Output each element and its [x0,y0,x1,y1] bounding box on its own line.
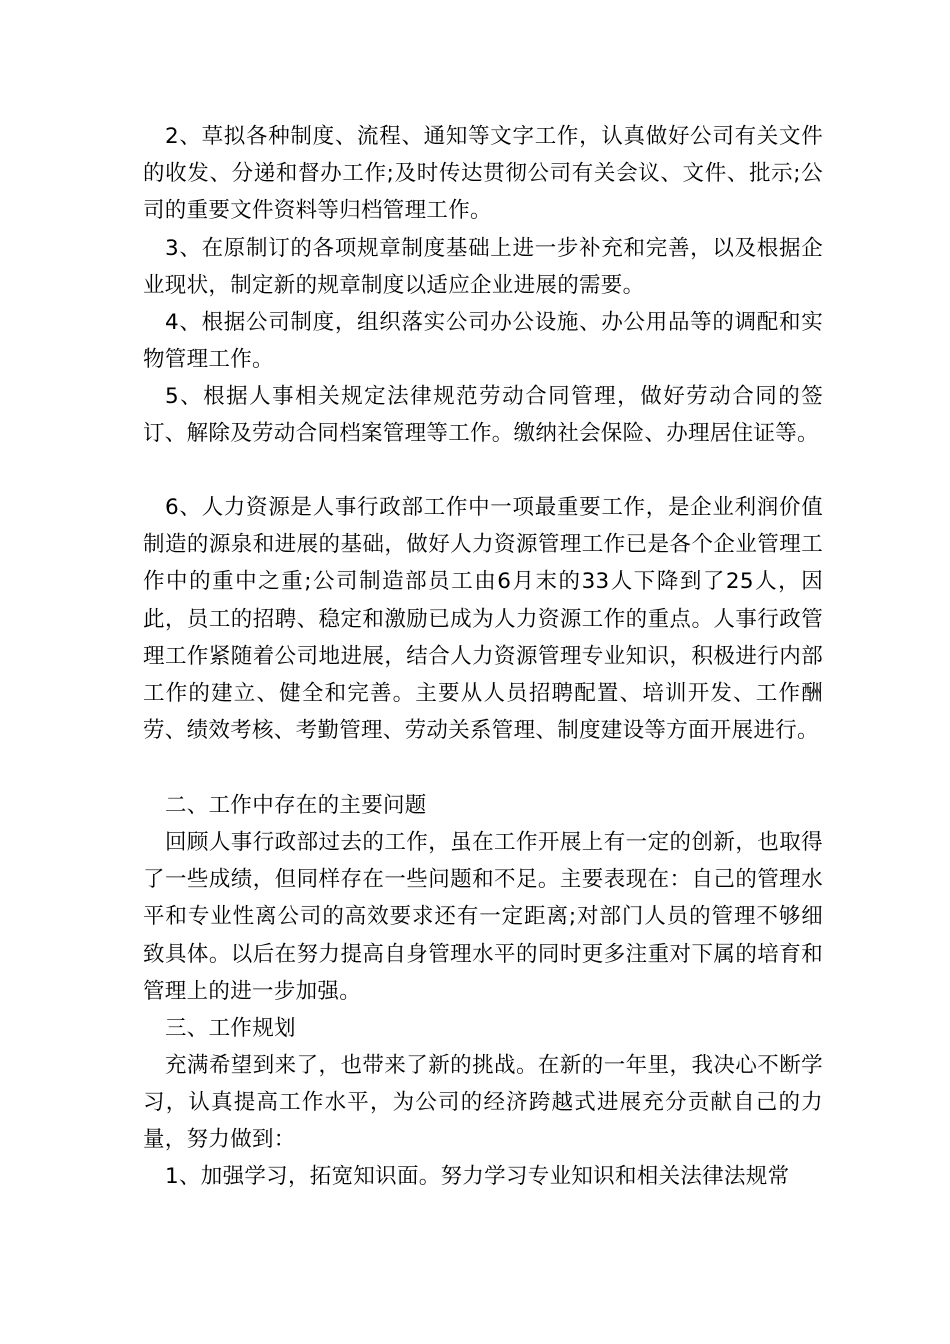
section-heading-planning: 三、工作规划 [165,1016,296,1041]
document-page [143,0,823,1344]
paragraph-item-2-documents: 2、草拟各种制度、流程、通知等文字工作，认真做好公司有关文件的收发、分递和督办工作;及时传达贯彻公司有关会议、文件、批示;公司的重要文件资料等归档管理工作。 [143,124,823,224]
section-heading-problems: 二、工作中存在的主要问题 [165,793,427,818]
paragraph-outlook: 充满希望到来了，也带来了新的挑战。在新的一年里，我决心不断学习，认真提高工作水平，为公司的经济跨越式进展充分贡献自己的力量，努力做到： [143,1053,823,1153]
paragraph-item-1-learning: 1、加强学习，拓宽知识面。努力学习专业知识和相关法律法规常 [165,1164,790,1189]
paragraph-item-4-facilities: 4、根据公司制度，组织落实公司办公设施、办公用品等的调配和实物管理工作。 [143,310,823,373]
paragraph-item-5-contracts: 5、根据人事相关规定法律规范劳动合同管理，做好劳动合同的签订、解除及劳动合同档案管理等工作。缴纳社会保险、办理居住证等。 [143,384,823,447]
paragraph-item-3-regulations: 3、在原制订的各项规章制度基础上进一步补充和完善，以及根据企业现状，制定新的规章制度以适应企业进展的需要。 [143,236,823,299]
paragraph-item-6-human-resources: 6、人力资源是人事行政部工作中一项最重要工作，是企业利润价值制造的源泉和进展的基础，做好人力资源管理工作已是各个企业管理工作中的重中之重;公司制造部员工由6月末的33人下降到了25人，因此，员工的招聘、稳定和激励已成为人力资源工作的重点。人事行政管理工作紧随着公司地进展，结合人力资源管理专业知识，积极进行内部工作的建立、健全和完善。主要从人员招聘配置、培训开发、工作酬劳、绩效考核、考勤管理、劳动关系管理、制度建设等方面开展进行。 [143,495,823,744]
paragraph-review: 回顾人事行政部过去的工作，虽在工作开展上有一定的创新，也取得了一些成绩，但同样存在一些问题和不足。主要表现在：自己的管理水平和专业性离公司的高效要求还有一定距离;对部门人员的管理不够细致具体。以后在努力提高自身管理水平的同时更多注重对下属的培育和管理上的进一步加强。 [143,830,823,1004]
